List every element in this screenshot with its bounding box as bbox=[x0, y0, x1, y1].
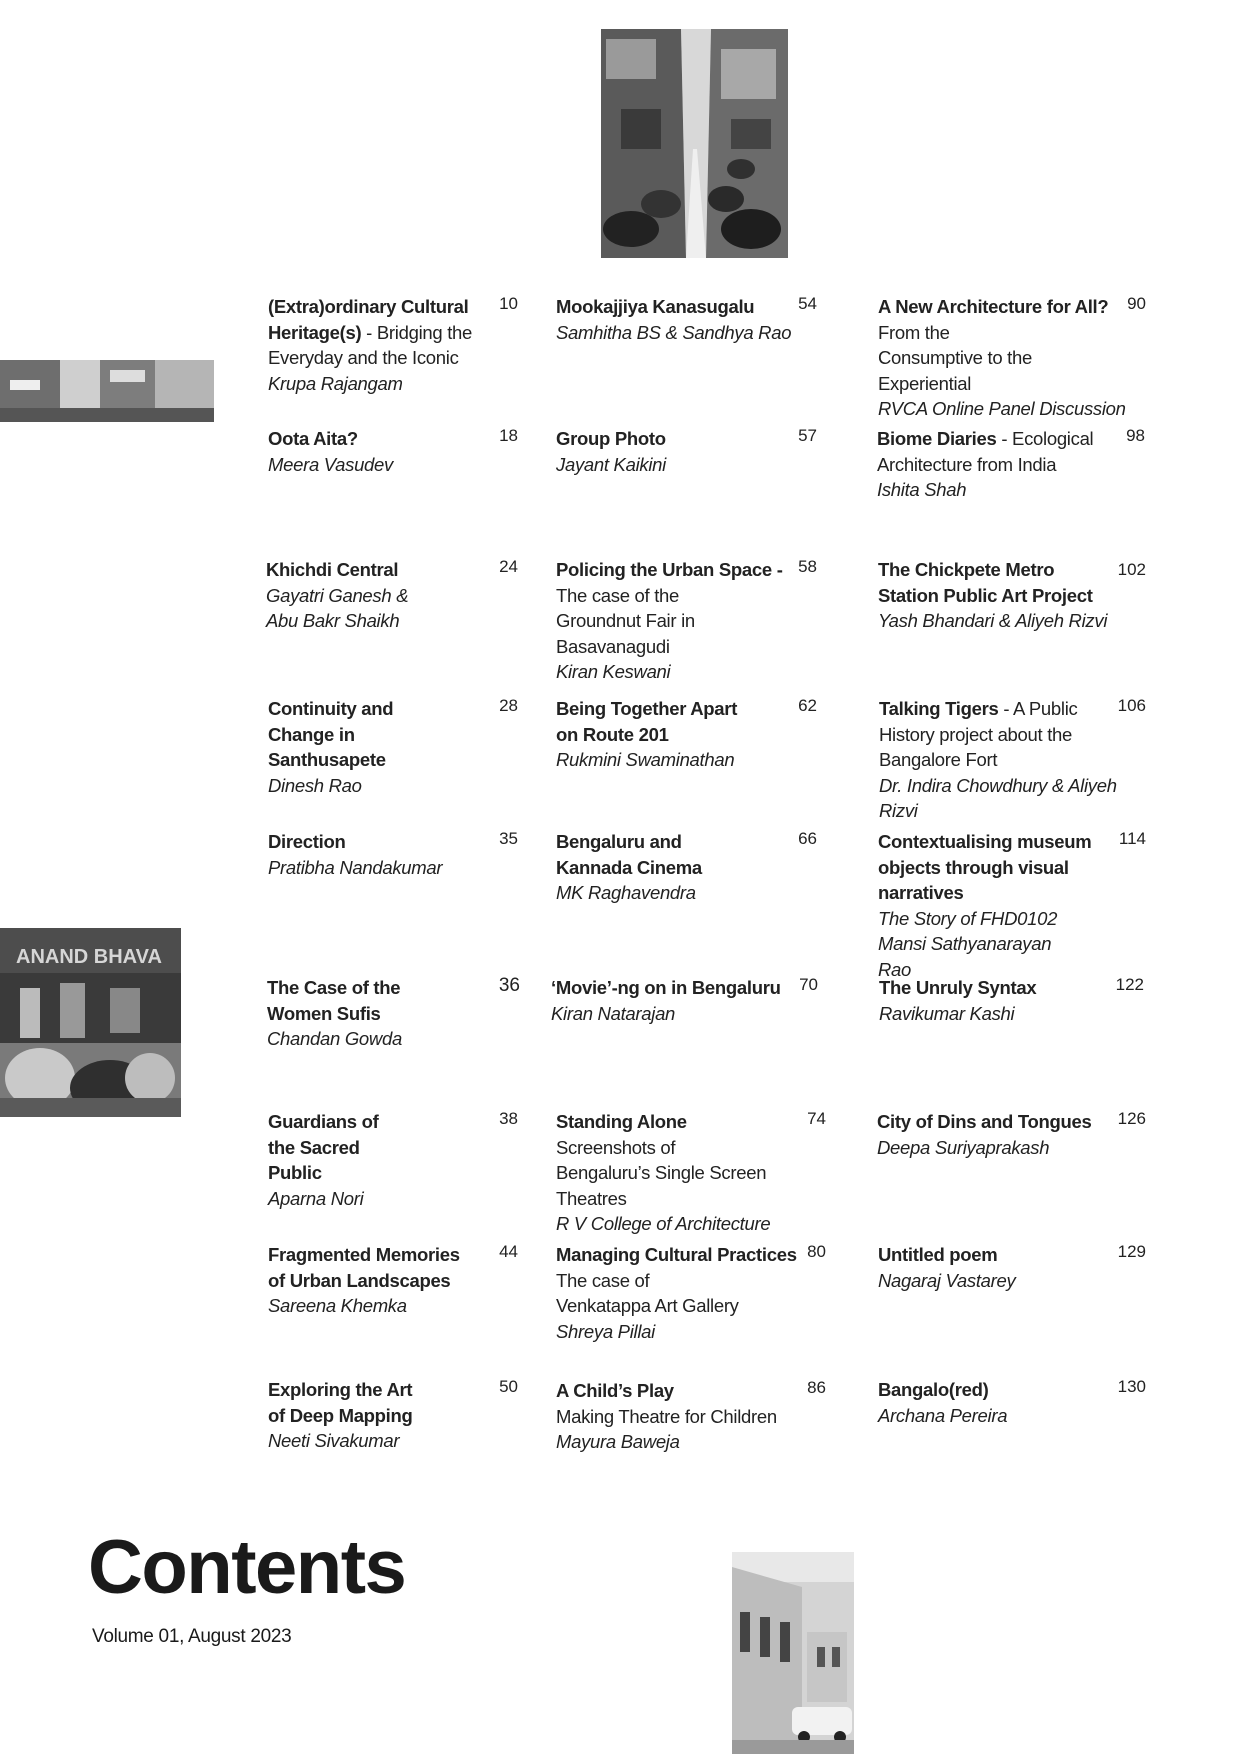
entry-title: ‘Movie’-ng on in Bengaluru bbox=[551, 977, 781, 998]
entry-page-number: 102 bbox=[1117, 560, 1146, 579]
entry-page-number: 62 bbox=[798, 696, 817, 715]
entry-page-number: 24 bbox=[499, 557, 518, 576]
entry-page-number: 74 bbox=[807, 1109, 826, 1128]
entry-page-number: 126 bbox=[1117, 1109, 1146, 1128]
entry-title: City of Dins and Tongues bbox=[877, 1111, 1092, 1132]
volume-label: Volume 01, August 2023 bbox=[92, 1626, 292, 1647]
entry-author: Sareena Khemka bbox=[268, 1295, 407, 1316]
entry-page-number: 129 bbox=[1117, 1242, 1146, 1261]
entry-author: Pratibha Nandakumar bbox=[268, 856, 443, 878]
entry-page-number: 130 bbox=[1117, 1377, 1146, 1396]
entry-title: Group Photo bbox=[556, 428, 666, 449]
entry-author: R V College of Architecture bbox=[556, 1213, 771, 1234]
entry-title: Direction bbox=[268, 831, 346, 852]
entry-page-number: 28 bbox=[499, 696, 518, 715]
street-shops-photo bbox=[0, 360, 214, 422]
page-title: Contents bbox=[88, 1525, 406, 1610]
entry-page-number: 106 bbox=[1117, 696, 1146, 715]
entry-title: Standing Alone bbox=[556, 1111, 687, 1132]
entry-page-number: 57 bbox=[798, 426, 817, 445]
entry-title: Khichdi Central bbox=[266, 559, 399, 580]
toc-entry[interactable] bbox=[266, 557, 518, 634]
toc-entry[interactable] bbox=[556, 557, 817, 685]
entry-author: Kiran Keswani bbox=[556, 661, 671, 682]
toc-entry[interactable] bbox=[268, 1242, 518, 1319]
entry-title: (Extra)ordinary Cultural Heritage(s) bbox=[268, 296, 469, 343]
entry-author: Gayatri Ganesh & Abu Bakr Shaikh bbox=[266, 584, 409, 631]
entry-author: Ravikumar Kashi bbox=[879, 1002, 1015, 1024]
toc-entry[interactable] bbox=[268, 426, 518, 477]
entry-title: Continuity and Change in Santhusapete bbox=[268, 698, 394, 770]
entry-author: Dr. Indira Chowdhury & Aliyeh Rizvi bbox=[879, 774, 1117, 821]
entry-title: Talking Tigers bbox=[879, 698, 999, 719]
entry-author: Dinesh Rao bbox=[268, 774, 362, 796]
toc-entry[interactable] bbox=[878, 1242, 1146, 1293]
toc-entry[interactable] bbox=[879, 975, 1144, 1026]
entry-page-number: 98 bbox=[1126, 426, 1145, 445]
toc-entry[interactable] bbox=[878, 557, 1146, 634]
old-building-car-photo bbox=[732, 1552, 854, 1754]
entry-author: Aparna Nori bbox=[268, 1187, 364, 1209]
entry-author: Jayant Kaikini bbox=[556, 453, 666, 475]
entry-author: The Story of FHD0102 Mansi Sathyanarayan Rao bbox=[878, 907, 1058, 980]
entry-author: Rukmini Swaminathan bbox=[556, 749, 735, 770]
toc-entry[interactable] bbox=[268, 829, 518, 880]
entry-title: Policing the Urban Space - bbox=[556, 559, 783, 580]
toc-entry[interactable] bbox=[556, 1242, 826, 1344]
entry-title: Oota Aita? bbox=[268, 428, 358, 449]
entry-title: The Case of the Women Sufis bbox=[267, 977, 401, 1024]
entry-subtitle: - Bridging the Everyday and the Iconic bbox=[268, 321, 473, 368]
alley-scooters-photo bbox=[601, 29, 788, 258]
entry-author: Kiran Natarajan bbox=[551, 1002, 676, 1024]
entry-subtitle: - A Public History project about the Bangalore Fort bbox=[879, 698, 1078, 770]
entry-title: Being Together Apart on Route 201 bbox=[556, 698, 738, 745]
entry-page-number: 10 bbox=[499, 294, 518, 313]
toc-entry[interactable] bbox=[878, 294, 1146, 422]
entry-author: Nagaraj Vastarey bbox=[878, 1269, 1016, 1291]
entry-author: Shreya Pillai bbox=[556, 1320, 655, 1342]
entry-author: Yash Bhandari & Aliyeh Rizvi bbox=[878, 610, 1108, 631]
entry-author: Chandan Gowda bbox=[267, 1028, 402, 1049]
entry-title: Contextualising museum objects through visual narratives bbox=[878, 831, 1092, 903]
entry-page-number: 86 bbox=[807, 1378, 826, 1397]
entry-subtitle: From the Consumptive to the Experiential bbox=[878, 321, 1032, 394]
entry-title: The Unruly Syntax bbox=[879, 977, 1037, 998]
entry-page-number: 35 bbox=[499, 829, 518, 848]
entry-author: Neeti Sivakumar bbox=[268, 1430, 400, 1451]
entry-title: Fragmented Memories of Urban Landscapes bbox=[268, 1244, 460, 1291]
entry-page-number: 114 bbox=[1118, 829, 1146, 848]
entry-title: Guardians of the Sacred Public bbox=[268, 1111, 379, 1183]
entry-title: Bengaluru and Kannada Cinema bbox=[556, 831, 702, 878]
entry-title: A Child’s Play bbox=[556, 1380, 674, 1401]
entry-author: Samhitha BS & Sandhya Rao bbox=[556, 321, 792, 343]
toc-entry[interactable] bbox=[268, 1377, 518, 1454]
entry-subtitle: Screenshots of Bengaluru’s Single Screen Theatres bbox=[556, 1136, 767, 1209]
entry-page-number: 80 bbox=[807, 1242, 826, 1261]
toc-entry[interactable] bbox=[556, 426, 817, 477]
entry-author: Deepa Suriyaprakash bbox=[877, 1136, 1050, 1158]
entry-page-number: 66 bbox=[798, 829, 817, 848]
toc-entry[interactable] bbox=[268, 294, 518, 396]
anand-bhavan-photo bbox=[0, 928, 181, 1117]
entry-title: The Chickpete Metro Station Public Art Project bbox=[878, 559, 1093, 606]
entry-subtitle: - Ecological Architecture from India bbox=[877, 428, 1094, 475]
entry-subtitle: The case of Venkatappa Art Gallery bbox=[556, 1269, 739, 1316]
entry-page-number: 44 bbox=[499, 1242, 518, 1261]
toc-entry[interactable] bbox=[879, 696, 1146, 824]
entry-title: A New Architecture for All? bbox=[878, 296, 1109, 317]
toc-entry[interactable] bbox=[877, 1109, 1146, 1160]
entry-page-number: 90 bbox=[1127, 294, 1146, 313]
entry-author: Archana Pereira bbox=[878, 1404, 1008, 1426]
entry-subtitle: Making Theatre for Children bbox=[556, 1405, 777, 1427]
toc-entry[interactable] bbox=[556, 294, 817, 345]
toc-entry[interactable] bbox=[556, 829, 817, 906]
toc-entry[interactable] bbox=[268, 696, 518, 798]
toc-entry[interactable] bbox=[268, 1109, 518, 1211]
toc-entry[interactable] bbox=[556, 696, 817, 773]
entry-page-number: 58 bbox=[798, 557, 817, 576]
entry-page-number: 38 bbox=[499, 1109, 518, 1128]
entry-title: Exploring the Art of Deep Mapping bbox=[268, 1379, 413, 1426]
entry-author: Meera Vasudev bbox=[268, 453, 393, 475]
entry-page-number: 50 bbox=[499, 1377, 518, 1396]
svg-text:ANAND BHAVA: ANAND BHAVA bbox=[16, 946, 162, 968]
entry-page-number: 54 bbox=[798, 294, 817, 313]
entry-author: Mayura Baweja bbox=[556, 1431, 680, 1452]
entry-author: MK Raghavendra bbox=[556, 882, 696, 903]
toc-entry[interactable] bbox=[878, 1377, 1146, 1428]
entry-author: Ishita Shah bbox=[877, 479, 967, 500]
toc-entry[interactable] bbox=[267, 975, 520, 1052]
entry-author: Krupa Rajangam bbox=[268, 372, 403, 394]
entry-author: RVCA Online Panel Discussion bbox=[878, 398, 1126, 419]
toc-entry[interactable] bbox=[878, 829, 1146, 982]
entry-title: Bangalo(red) bbox=[878, 1379, 989, 1400]
entry-title: Mookajjiya Kanasugalu bbox=[556, 296, 755, 317]
toc-entry[interactable] bbox=[556, 1378, 826, 1455]
toc-entry[interactable] bbox=[877, 426, 1145, 503]
entry-page-number: 70 bbox=[799, 975, 818, 994]
toc-entry[interactable] bbox=[556, 1109, 826, 1237]
entry-title: Untitled poem bbox=[878, 1244, 998, 1265]
entry-page-number: 36 bbox=[498, 975, 520, 996]
entry-page-number: 122 bbox=[1115, 975, 1144, 994]
entry-subtitle: The case of the Groundnut Fair in Basavanagudi bbox=[556, 584, 695, 657]
entry-title: Biome Diaries bbox=[877, 428, 997, 449]
toc-entry[interactable] bbox=[551, 975, 818, 1026]
entry-title: Managing Cultural Practices bbox=[556, 1244, 797, 1265]
entry-page-number: 18 bbox=[499, 426, 518, 445]
